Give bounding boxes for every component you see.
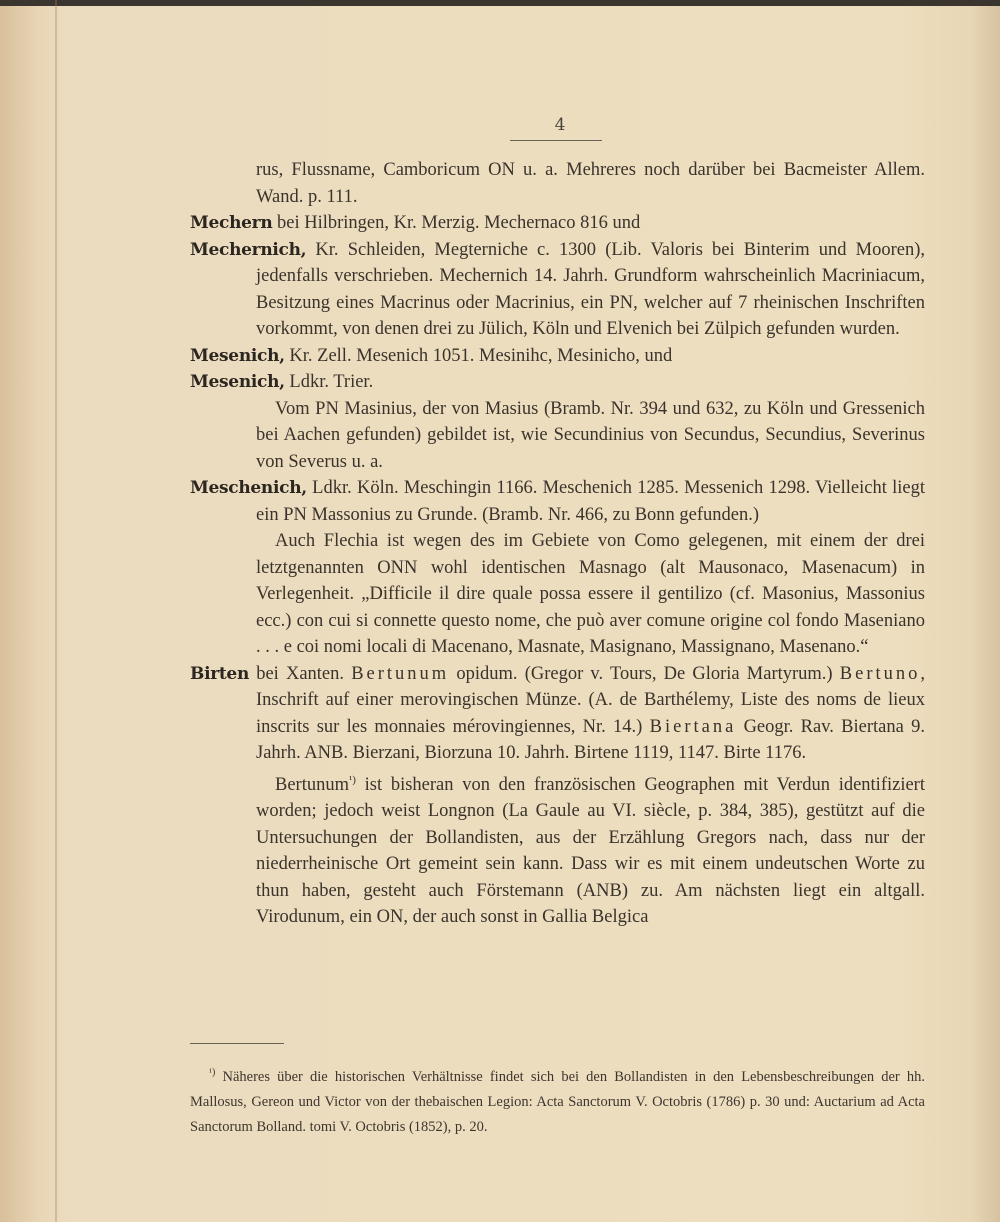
birten-text-b: opidum. (Gregor v. Tours, De Gloria Martyrum.): [449, 663, 840, 684]
paragraph-bertunum: [190, 767, 925, 931]
paragraph-vom-pn: Vom PN Masinius, der von Masius (Bramb. Nr. 394 und 632, zu Köln und Gressenich bei Aachen gefunden) gebildet ist, wie Secundinius von Secundus, Secundius, Severinus von Severus u. a.: [256, 398, 925, 472]
main-text: [190, 157, 925, 931]
entry-mesenich-trier: [190, 369, 925, 396]
entry-meschenich: [190, 475, 925, 528]
footnote-rule: [190, 1043, 284, 1044]
entry-mechern-text: bei Hilbringen, Kr. Merzig. Mechernaco 816 und: [272, 213, 641, 233]
headword-mesenich-trier: Mesenich,: [190, 372, 285, 392]
paragraph-rus: rus, Flussname, Camboricum ON u. a. Mehreres noch darüber bei Bacmeister Allem. Wand. p. 111.: [256, 160, 925, 207]
spaced-bertuno: Bertuno: [839, 663, 921, 684]
headword-meschenich: Meschenich,: [190, 478, 307, 498]
headword-birten: Birten: [190, 663, 250, 684]
headword-mechern: Mechern: [190, 213, 273, 233]
paragraph-flechia: Auch Flechia ist wegen des im Gebiete von Como gelegenen, mit einem der drei letztgenannten ONN wohl identischen Masnago (alt Mausonaco, Masenacum) in Verlegenheit. „Difficile il dire quale possa essere il gentilizo (cf. Masonius, Massonius ecc.) con cui si connette questo nome, che può aver comune origine col fondo Maseniano . . . e coi nomi locali di Macenano, Masnate, Masignano, Massignano, Masenano.“: [256, 531, 925, 657]
footnote-paragraph: [190, 1060, 925, 1140]
bertunum-word: Bertunum: [275, 774, 349, 795]
entry-mesenich-trier-text: Ldkr. Trier.: [284, 372, 374, 392]
entry-mesenich-zell: [190, 343, 925, 370]
page-fold: [55, 0, 57, 1222]
bertunum-text: ist bisheran von den französischen Geographen mit Verdun identifiziert worden; jedoch weist Longnon (La Gaule au VI. siècle, p. 384, 385), gestützt auf die Untersuchungen der Bollandisten, aus der Erzählung Gregors nach, dass nur der niederrheinische Ort gemeint sein kann. Dass wir es mit einem undeutschen Worte zu thun haben, gesteht auch Förstemann (ANB) zu. Am nächsten liegt ein altgall. Virodunum, ein ON, der auch sonst in Gallia Belgica: [256, 774, 925, 928]
scan-edge: [0, 0, 1000, 6]
headword-mechernich: Mechernich,: [190, 239, 307, 260]
entry-mesenich-zell-text: Kr. Zell. Mesenich 1051. Mesinihc, Mesinicho, und: [284, 345, 673, 366]
page-number-rule: [510, 140, 602, 141]
entry-mechern: [190, 210, 925, 237]
entry-birten: [190, 661, 925, 767]
birten-text-c: , Inschrift auf einer merovingischen Münze. (A. de Barthélemy, Liste des noms de lieux inscrits sur les monnaies mérovingiennes, Nr. 14.): [256, 663, 926, 737]
page-number: 4: [554, 115, 566, 135]
spaced-bertunum: Bertunum: [351, 663, 450, 684]
spaced-biertana: Biertana: [649, 716, 737, 737]
entry-mechernich: [190, 237, 925, 343]
birten-text-d: Geogr. Rav. Biertana 9. Jahrh. ANB. Bierzani, Biorzuna 10. Jahrh. Birtene 1119, 1147. Birte 1176.: [256, 716, 925, 763]
footnote-marker: ¹): [209, 1067, 216, 1078]
headword-mesenich-zell: Mesenich,: [190, 345, 285, 366]
footnote: [190, 1060, 925, 1140]
footnote-text: Näheres über die historischen Verhältnisse findet sich bei den Bollandisten in den Lebensbeschreibungen der hh. Mallosus, Gereon und Victor von der thebaischen Legion: Acta Sanctorum V. Octobris (1786) p. 30 und: Auctarium ad Acta Sanctorum Bolland. tomi V. Octobris (1852), p. 20.: [190, 1068, 925, 1135]
entry-mechernich-text: Kr. Schleiden, Megterniche c. 1300 (Lib. Valoris bei Binterim und Mooren), jedenfalls verschrieben. Mechernich 14. Jahrh. Grundform wahrscheinlich Macriniacum, Besitzung eines Macrinus oder Macrinius, ein PN, welcher auf 7 rheinischen Inschriften vorkommt, von denen drei zu Jülich, Köln und Elvenich bei Zülpich gefunden wurden.: [256, 239, 925, 339]
footnote-reference: ¹): [349, 773, 356, 786]
entry-meschenich-text: Ldkr. Köln. Meschingin 1166. Meschenich 1285. Messenich 1298. Vielleicht liegt ein PN Massonius zu Grunde. (Bramb. Nr. 466, zu Bonn gefunden.): [256, 478, 925, 525]
birten-text-a: bei Xanten.: [249, 663, 352, 684]
